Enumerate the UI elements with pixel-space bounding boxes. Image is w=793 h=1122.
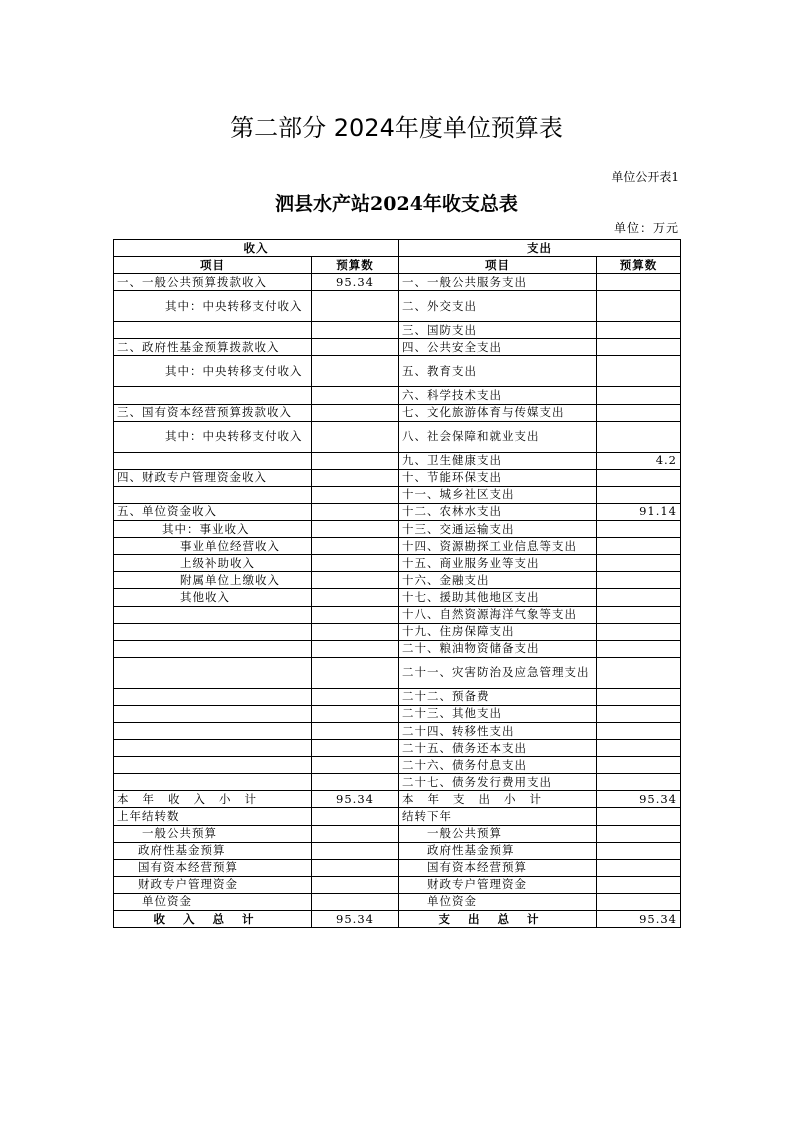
carry-out-value — [597, 859, 681, 876]
income-value — [312, 705, 399, 722]
table-row — [114, 339, 681, 356]
income-item — [114, 722, 312, 739]
income-item: 其中：事业收入 — [114, 521, 312, 538]
expense-value — [597, 322, 681, 339]
income-item: 五、单位资金收入 — [114, 503, 312, 520]
income-item — [114, 740, 312, 757]
table-row — [114, 657, 681, 688]
expense-item: 二十三、其他支出 — [399, 705, 597, 722]
carry-out-item: 国有资本经营预算 — [399, 859, 597, 876]
income-item: 四、财政专户管理资金收入 — [114, 469, 312, 486]
carry-in-value — [312, 893, 399, 910]
carry-in-item: 政府性基金预算 — [114, 842, 312, 859]
income-value — [312, 606, 399, 623]
expense-subtotal-label: 本年支出小计 — [399, 791, 597, 808]
income-item — [114, 322, 312, 339]
income-item: 其中：中央转移支付收入 — [114, 356, 312, 387]
table-row — [114, 640, 681, 657]
income-value — [312, 688, 399, 705]
income-item: 其中：中央转移支付收入 — [114, 291, 312, 322]
income-value — [312, 452, 399, 469]
expense-item: 四、公共安全支出 — [399, 339, 597, 356]
carry-row — [114, 876, 681, 893]
expense-value — [597, 606, 681, 623]
expense-value — [597, 469, 681, 486]
expense-value — [597, 404, 681, 421]
expense-value — [597, 640, 681, 657]
income-value — [312, 421, 399, 452]
table-row — [114, 740, 681, 757]
income-value — [312, 538, 399, 555]
carry-in-label: 上年结转数 — [114, 808, 312, 825]
expense-value: 91.14 — [597, 503, 681, 520]
income-value — [312, 623, 399, 640]
table-row — [114, 503, 681, 520]
table-row — [114, 722, 681, 739]
table-row — [114, 555, 681, 572]
expense-item: 十、节能环保支出 — [399, 469, 597, 486]
expense-item: 五、教育支出 — [399, 356, 597, 387]
carry-header-row — [114, 808, 681, 825]
expense-total-label: 支出总计 — [399, 911, 597, 928]
income-subtotal-label: 本年收入小计 — [114, 791, 312, 808]
income-value — [312, 486, 399, 503]
expense-item: 六、科学技术支出 — [399, 387, 597, 404]
expense-value — [597, 623, 681, 640]
expense-item: 一、一般公共服务支出 — [399, 274, 597, 291]
table-row — [114, 705, 681, 722]
income-item — [114, 640, 312, 657]
expense-total-value: 95.34 — [597, 911, 681, 928]
table-row — [114, 486, 681, 503]
expense-value — [597, 291, 681, 322]
total-row — [114, 911, 681, 928]
income-value — [312, 469, 399, 486]
income-item — [114, 452, 312, 469]
income-item — [114, 623, 312, 640]
expense-item: 十七、援助其他地区支出 — [399, 589, 597, 606]
carry-in-item: 国有资本经营预算 — [114, 859, 312, 876]
expense-value — [597, 774, 681, 791]
expense-subtotal-value: 95.34 — [597, 791, 681, 808]
expense-item: 二十四、转移性支出 — [399, 722, 597, 739]
income-budget-header: 预算数 — [312, 257, 399, 274]
income-value — [312, 503, 399, 520]
income-value — [312, 657, 399, 688]
table-row — [114, 404, 681, 421]
income-item: 事业单位经营收入 — [114, 538, 312, 555]
table-row — [114, 757, 681, 774]
carry-out-value — [597, 842, 681, 859]
expense-item: 二十二、预备费 — [399, 688, 597, 705]
income-value — [312, 774, 399, 791]
income-value — [312, 722, 399, 739]
income-item-header: 项目 — [114, 257, 312, 274]
income-header: 收入 — [114, 240, 399, 257]
income-item: 三、国有资本经营预算拨款收入 — [114, 404, 312, 421]
income-total-label: 收入总计 — [114, 911, 312, 928]
expense-item: 十一、城乡社区支出 — [399, 486, 597, 503]
table-row — [114, 274, 681, 291]
expense-value — [597, 688, 681, 705]
expense-item: 三、国防支出 — [399, 322, 597, 339]
expense-item: 十二、农林水支出 — [399, 503, 597, 520]
table-row — [114, 774, 681, 791]
carry-out-value — [597, 893, 681, 910]
expense-value — [597, 740, 681, 757]
carry-in-item: 单位资金 — [114, 893, 312, 910]
expense-value — [597, 486, 681, 503]
expense-value — [597, 339, 681, 356]
income-value — [312, 521, 399, 538]
table-row — [114, 421, 681, 452]
page-title: 第二部分 2024年度单位预算表 — [230, 114, 563, 142]
carry-out-label: 结转下年 — [399, 808, 597, 825]
income-item: 其他收入 — [114, 589, 312, 606]
carry-in-value — [312, 842, 399, 859]
income-value — [312, 322, 399, 339]
expense-value — [597, 589, 681, 606]
income-item: 附属单位上缴收入 — [114, 572, 312, 589]
table-row — [114, 452, 681, 469]
expense-item: 十八、自然资源海洋气象等支出 — [399, 606, 597, 623]
expense-value — [597, 657, 681, 688]
income-value — [312, 339, 399, 356]
carry-in-item: 财政专户管理资金 — [114, 876, 312, 893]
table-row — [114, 387, 681, 404]
carry-row — [114, 825, 681, 842]
budget-table — [113, 239, 681, 928]
table-row — [114, 469, 681, 486]
expense-item: 二十七、债务发行费用支出 — [399, 774, 597, 791]
income-value — [312, 589, 399, 606]
expense-item: 二、外交支出 — [399, 291, 597, 322]
expense-item: 十三、交通运输支出 — [399, 521, 597, 538]
expense-budget-header: 预算数 — [597, 257, 681, 274]
expense-item: 八、社会保障和就业支出 — [399, 421, 597, 452]
expense-item: 二十、粮油物资储备支出 — [399, 640, 597, 657]
expense-value — [597, 555, 681, 572]
expense-value — [597, 356, 681, 387]
carry-out-item: 政府性基金预算 — [399, 842, 597, 859]
income-item: 上级补助收入 — [114, 555, 312, 572]
income-item — [114, 688, 312, 705]
table-row — [114, 572, 681, 589]
carry-in-value — [312, 876, 399, 893]
form-code: 单位公开表1 — [611, 170, 679, 184]
carry-out-value — [597, 825, 681, 842]
table-row — [114, 623, 681, 640]
expense-value — [597, 722, 681, 739]
table-row — [114, 589, 681, 606]
income-item — [114, 705, 312, 722]
income-value — [312, 356, 399, 387]
carry-row — [114, 859, 681, 876]
expense-value — [597, 421, 681, 452]
expense-value: 4.2 — [597, 452, 681, 469]
carry-row — [114, 842, 681, 859]
income-value — [312, 640, 399, 657]
income-item — [114, 387, 312, 404]
expense-value — [597, 538, 681, 555]
carry-out-item: 一般公共预算 — [399, 825, 597, 842]
expense-item-header: 项目 — [399, 257, 597, 274]
table-row — [114, 606, 681, 623]
income-value — [312, 740, 399, 757]
table-row — [114, 356, 681, 387]
income-item: 其中：中央转移支付收入 — [114, 421, 312, 452]
table-row — [114, 291, 681, 322]
income-item — [114, 606, 312, 623]
expense-item: 九、卫生健康支出 — [399, 452, 597, 469]
income-value — [312, 291, 399, 322]
carry-in-value — [312, 859, 399, 876]
expense-item: 十四、资源勘探工业信息等支出 — [399, 538, 597, 555]
expense-header: 支出 — [399, 240, 681, 257]
table-row — [114, 688, 681, 705]
income-item: 二、政府性基金预算拨款收入 — [114, 339, 312, 356]
income-item — [114, 757, 312, 774]
income-total-value: 95.34 — [312, 911, 399, 928]
carry-out-value — [597, 808, 681, 825]
carry-out-value — [597, 876, 681, 893]
income-item — [114, 657, 312, 688]
expense-value — [597, 757, 681, 774]
carry-in-value — [312, 808, 399, 825]
carry-in-value — [312, 825, 399, 842]
income-value — [312, 387, 399, 404]
carry-out-item: 财政专户管理资金 — [399, 876, 597, 893]
expense-item: 十九、住房保障支出 — [399, 623, 597, 640]
income-value: 95.34 — [312, 274, 399, 291]
carry-row — [114, 893, 681, 910]
table-row — [114, 521, 681, 538]
income-value — [312, 404, 399, 421]
expense-item: 二十一、灾害防治及应急管理支出 — [399, 657, 597, 688]
table-row — [114, 322, 681, 339]
table-row — [114, 538, 681, 555]
expense-item: 十六、金融支出 — [399, 572, 597, 589]
expense-item: 二十六、债务付息支出 — [399, 757, 597, 774]
expense-item: 二十五、债务还本支出 — [399, 740, 597, 757]
expense-value — [597, 572, 681, 589]
carry-out-item: 单位资金 — [399, 893, 597, 910]
carry-in-item: 一般公共预算 — [114, 825, 312, 842]
income-item: 一、一般公共预算拨款收入 — [114, 274, 312, 291]
table-title: 泗县水产站2024年收支总表 — [275, 193, 518, 215]
unit-label: 单位：万元 — [613, 221, 679, 235]
income-value — [312, 757, 399, 774]
income-subtotal-value: 95.34 — [312, 791, 399, 808]
subtotal-row — [114, 791, 681, 808]
expense-item: 七、文化旅游体育与传媒支出 — [399, 404, 597, 421]
income-item — [114, 774, 312, 791]
expense-value — [597, 705, 681, 722]
expense-value — [597, 274, 681, 291]
expense-item: 十五、商业服务业等支出 — [399, 555, 597, 572]
income-value — [312, 572, 399, 589]
income-value — [312, 555, 399, 572]
income-item — [114, 486, 312, 503]
expense-value — [597, 387, 681, 404]
expense-value — [597, 521, 681, 538]
